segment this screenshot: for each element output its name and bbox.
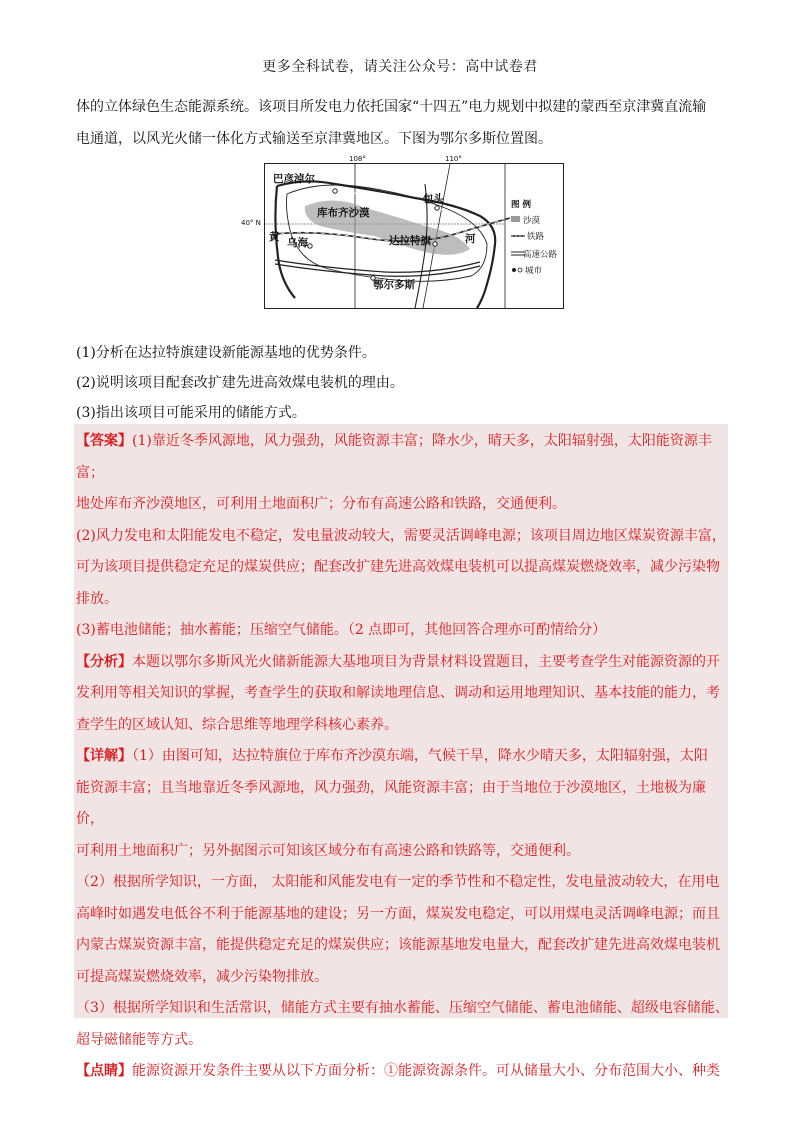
detail-s1-line3: 可利用土地面积广；另外据图示可知该区域分布有高速公路和铁路等，交通便利。	[76, 842, 580, 859]
label-huang: 黄	[269, 231, 280, 243]
detail-s2-line1: （2）根据所学知识，一方面， 太阳能和风能发电有一定的季节性和不稳定性，发电量波动较大，在用电	[76, 874, 720, 890]
legend-desert-swatch	[511, 216, 520, 222]
ordos-location-map	[241, 155, 564, 309]
legend-railway: 铁路	[527, 232, 545, 242]
lon-108-label: 108°	[349, 155, 366, 163]
analysis-line2: 发利用等相关知识的掌握，考查学生的获取和解读地理信息、调动和运用地理知识、基本技能的能力，考	[76, 685, 720, 701]
detail-s3-line1: （3）根据所学知识和生活常识，储能方式主要有抽水蓄能、压缩空气储能、蓄电池储能、超级电容储能、	[76, 1000, 729, 1016]
detail-s2-line3: 内蒙古煤炭资源丰富，能提供稳定充足的煤炭供应；该能源基地发电量大，配套改扩建先进高效煤电装机	[76, 937, 720, 953]
city-bayannaoer	[333, 189, 337, 193]
city-baotou	[435, 206, 439, 210]
detail-tag: 【详解】	[76, 748, 132, 764]
analysis-tag: 【分析】	[76, 653, 132, 670]
label-dalate: 达拉特旗	[389, 235, 431, 247]
lon-110-label: 110°	[445, 155, 462, 163]
analysis-line1: 本题以鄂尔多斯风光火储新能源大基地项目为背景材料设置题目，主要考查学生对能源资源的开	[132, 653, 720, 670]
label-kubuqi: 库布齐沙漠	[317, 207, 370, 219]
question-3: (3)指出该项目可能采用的储能方式。	[76, 405, 306, 421]
analysis-line3: 查学生的区域认知、综合思维等地理学科核心素养。	[76, 716, 398, 733]
dianjing-line1: 能源资源开发条件主要从以下方面分析：①能源资源条件。可从储量大小、分布范围大小、种类	[132, 1063, 720, 1079]
city-dalate	[433, 242, 437, 246]
intro-line-1: 体的立体绿色生态能源系统。该项目所发电力依托国家“十四五”电力规划中拟建的蒙西至京津冀直流输	[76, 99, 707, 115]
detail-s2-line2: 高峰时如遇发电低谷不利于能源基地的建设；另一方面，煤炭发电稳定，可以用煤电灵活调峰电源；而且	[76, 905, 720, 922]
answer-p2-line2: 可为该项目提供稳定充足的煤炭供应；配套改扩建先进高效煤电装机可以提高煤炭燃烧效率，减少污染物	[76, 559, 720, 575]
legend-city: 城市	[525, 266, 543, 276]
answer-p3: (3)蓄电池储能；抽水蓄能；压缩空气储能。（2 点即可，其他回答合理亦可酌情给分）	[76, 622, 607, 638]
legend-highway: 高速公路	[523, 250, 558, 260]
answer-p2-line1: (2)风力发电和太阳能发电不稳定，发电量波动较大，需要灵活调峰电源；该项目周边地区煤炭资源丰富，	[76, 527, 726, 544]
label-baotou: 包头	[423, 193, 444, 205]
intro-line-2: 电通道，以风光火储一体化方式输送至京津冀地区。下图为鄂尔多斯位置图。	[76, 131, 552, 147]
detail-s3-line2: 超导磁储能等方式。	[76, 1031, 202, 1048]
question-1: (1)分析在达拉特旗建设新能源基地的优势条件。	[76, 345, 376, 361]
question-list	[76, 338, 726, 428]
label-ordos: 鄂尔多斯	[373, 279, 415, 291]
answer-section	[76, 426, 730, 1088]
detail-s1-line2: 能资源丰富；且当地靠近冬季风源地，风力强劲，风能资源丰富；由于当地位于沙漠地区，土地极为廉价，	[76, 779, 706, 827]
dianjing-tag: 【点睛】	[76, 1063, 132, 1079]
intro-text	[76, 92, 726, 154]
detail-s1-line1: （1）由图可知，达拉特旗位于库布齐沙漠东端，气候干旱，降水少晴天多，太阳辐射强，太阳	[132, 748, 708, 764]
page-header: 更多全科试卷，请关注公众号：高中试卷君	[262, 59, 538, 75]
answer-p2-line3: 排放。	[76, 590, 118, 607]
answer-tag: 【答案】	[76, 433, 132, 449]
label-bayannaoer: 巴彦淖尔	[273, 173, 315, 185]
answer-p1-line2: 地处库布齐沙漠地区，可利用土地面积广；分布有高速公路和铁路，交通便利。	[76, 496, 566, 512]
lat-40-label: 40° N	[241, 219, 261, 227]
legend-desert: 沙漠	[523, 216, 541, 226]
detail-s2-line4: 可提高煤炭燃烧效率，减少污染物排放。	[76, 968, 328, 985]
label-wuhai: 乌海	[287, 237, 308, 249]
answer-p1-line1: (1)靠近冬季风源地，风力强劲，风能资源丰富；降水少，晴天多，太阳辐射强，太阳能资源丰富；	[76, 433, 712, 481]
question-2: (2)说明该项目配套改扩建先进高效煤电装机的理由。	[76, 375, 404, 391]
label-he: 河	[465, 233, 476, 245]
legend-title: 图 例	[511, 200, 531, 210]
city-wuhai	[308, 244, 312, 248]
